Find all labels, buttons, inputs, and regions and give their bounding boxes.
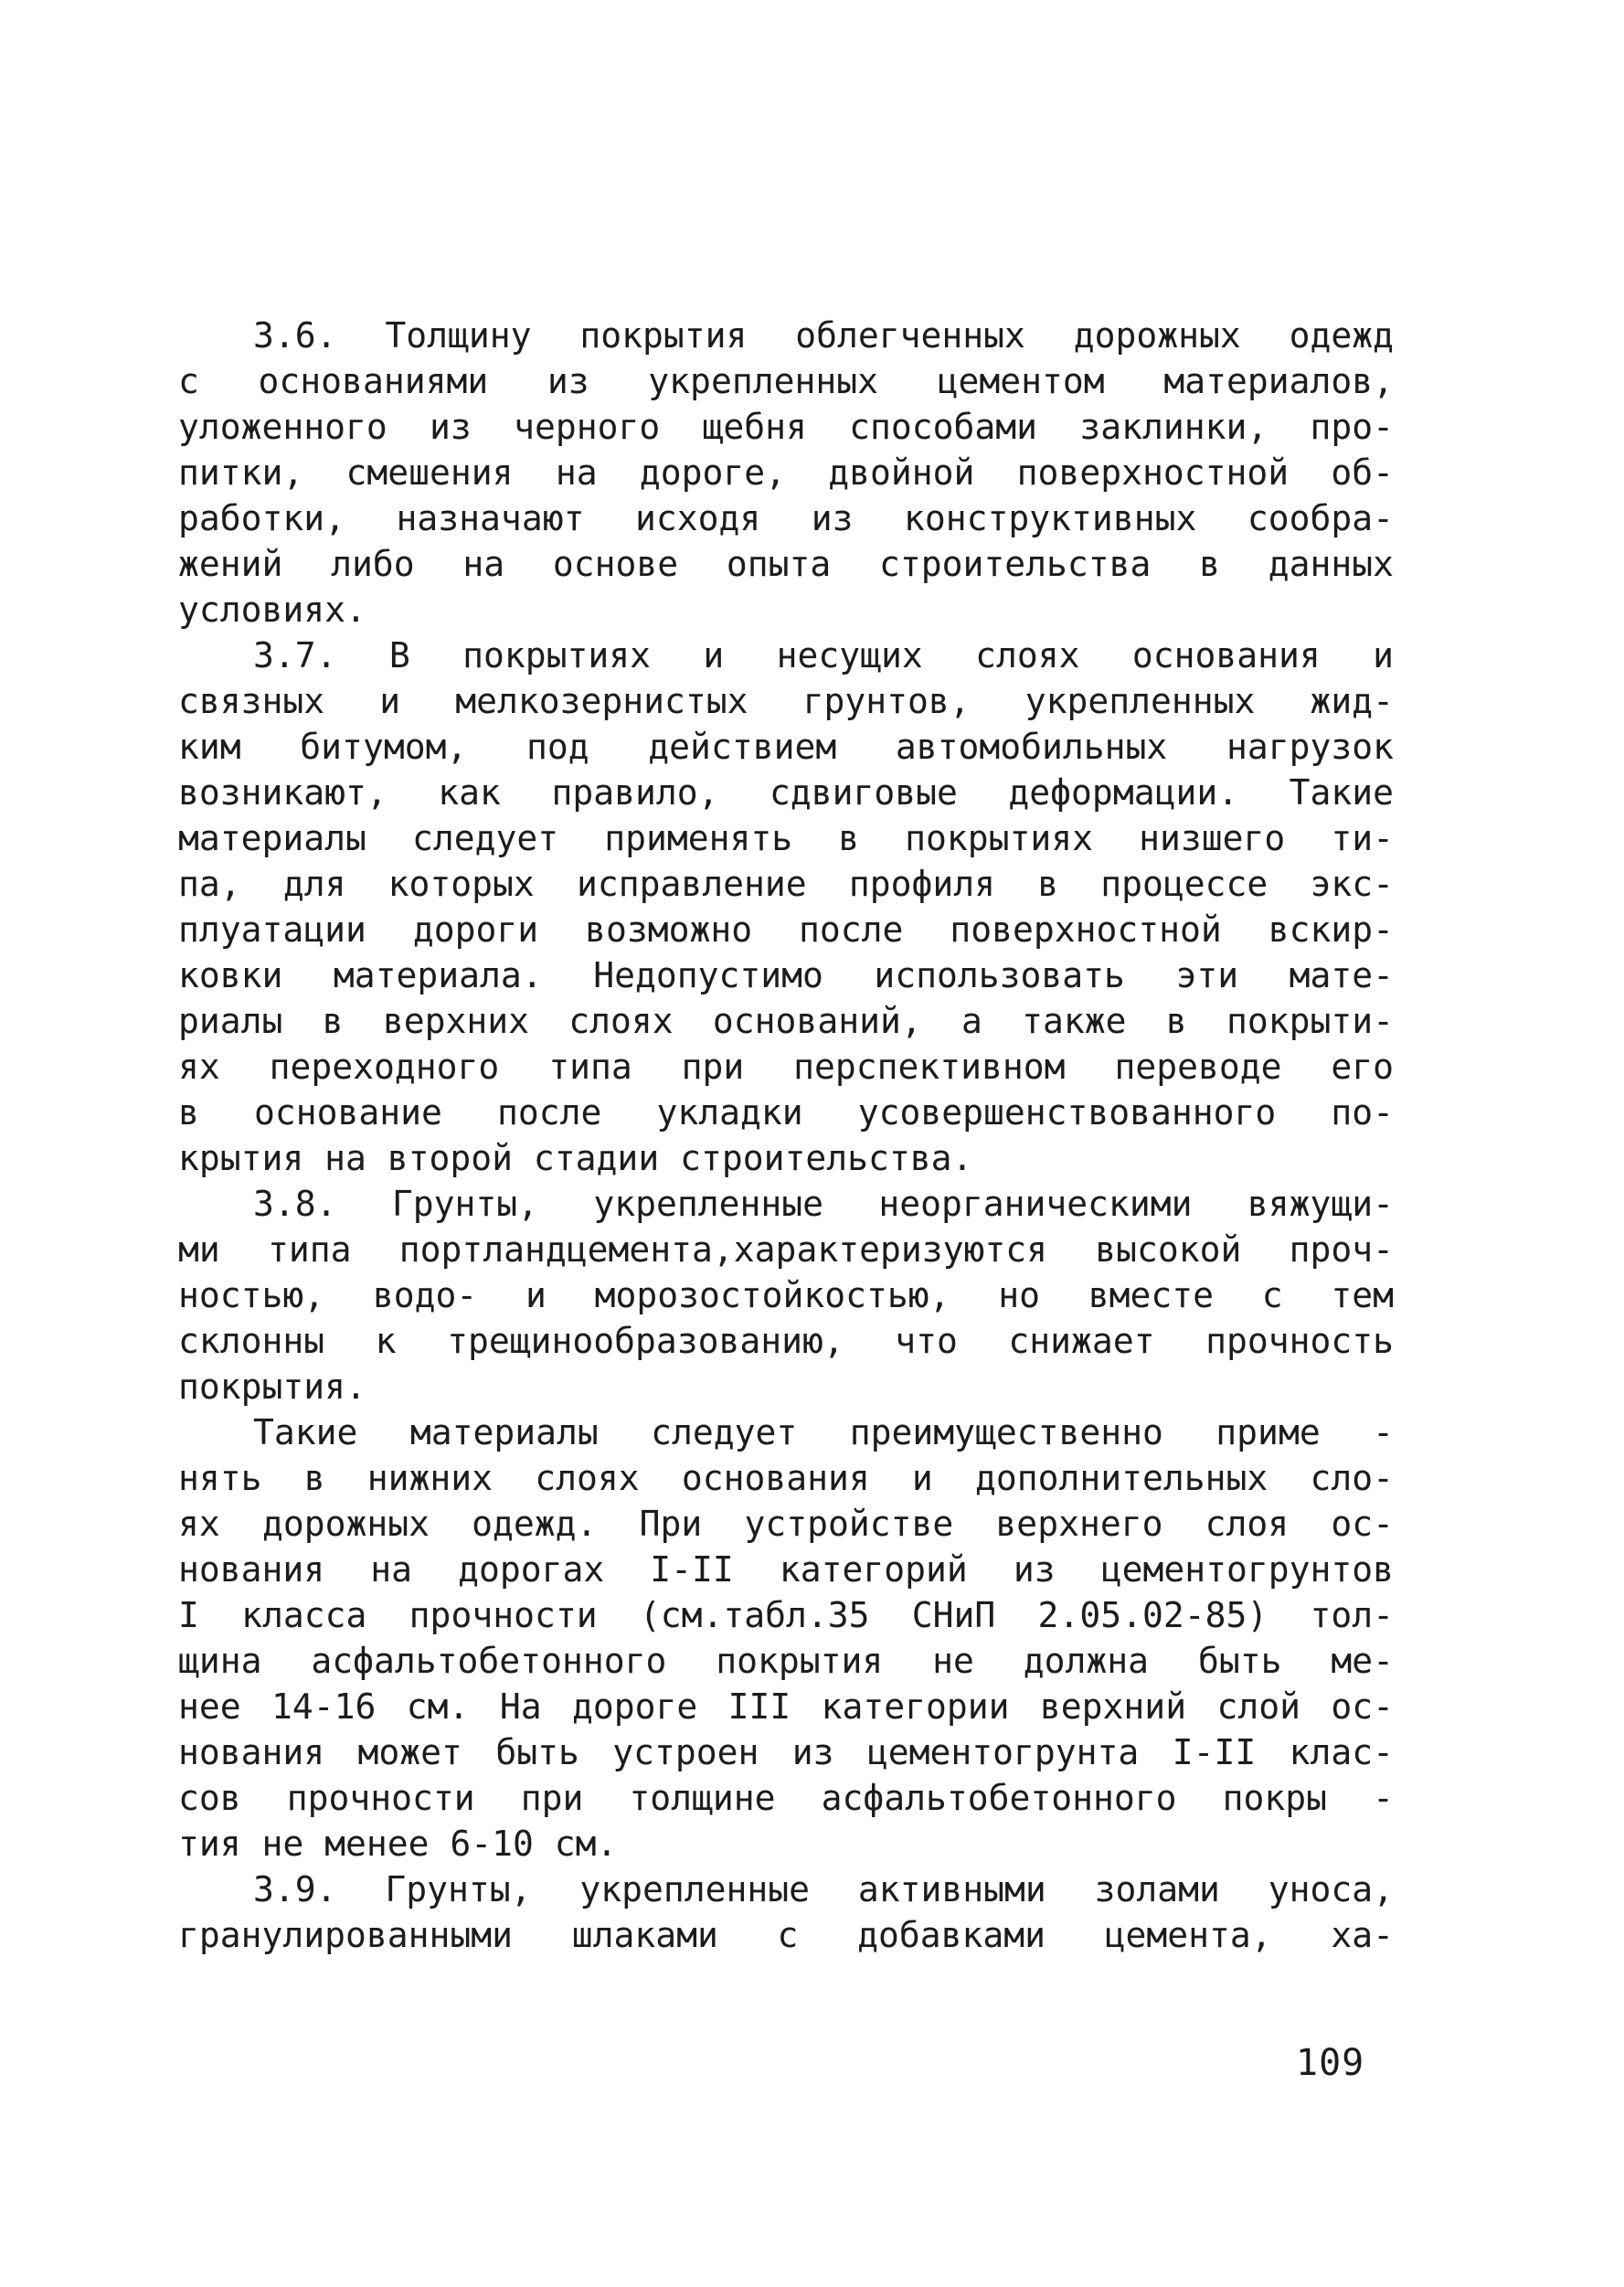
- text-line: крытия на второй стадии строительства.: [178, 1138, 973, 1178]
- text-line: плуатации дороги возможно после поверхностной вскир-: [178, 909, 1394, 950]
- text-line: ми типа портландцемента,характеризуются высокой проч-: [178, 1229, 1394, 1270]
- text-line: риалы в верхних слоях оснований, а также в покрыти-: [178, 1001, 1394, 1041]
- text-line: жений либо на основе опыта строительства в данных: [178, 544, 1394, 584]
- text-line: условиях.: [178, 590, 366, 630]
- text-line: возникают, как правило, сдвиговые деформации. Такие: [178, 772, 1394, 813]
- text-line: питки, смешения на дороге, двойной поверхностной об-: [178, 452, 1394, 493]
- text-line: щина асфальтобетонного покрытия не должна быть ме-: [178, 1641, 1394, 1681]
- text-line: нять в нижних слоях основания и дополнительных сло-: [178, 1458, 1394, 1498]
- text-line: работки, назначают исходя из конструктивных сообра-: [178, 498, 1394, 538]
- body-text: [178, 313, 1394, 1958]
- paragraph-3-7: [178, 633, 1394, 1181]
- text-line: 3.9. Грунты, укрепленные активными золами уноса,: [253, 1869, 1394, 1909]
- text-line: гранулированными шлаками с добавками цемента, ха-: [178, 1915, 1394, 1955]
- text-line: сов прочности при толщине асфальтобетонного покры -: [178, 1778, 1394, 1818]
- paragraph-3-8: [178, 1181, 1394, 1409]
- text-line: I класса прочности (см.табл.35 СНиП 2.05.02-85) тол-: [178, 1595, 1394, 1635]
- text-line: в основание после укладки усовершенствованного по-: [178, 1092, 1394, 1133]
- text-line: с основаниями из укрепленных цементом материалов,: [178, 361, 1394, 401]
- paragraph-3-9: [178, 1867, 1394, 1958]
- text-line: ях переходного типа при перспективном переводе его: [178, 1047, 1394, 1087]
- text-line: нования может быть устроен из цементогрунта I-II клас-: [178, 1732, 1394, 1772]
- text-line: 3.8. Грунты, укрепленные неорганическими вяжущи-: [253, 1184, 1394, 1224]
- text-line: связных и мелкозернистых грунтов, укрепленных жид-: [178, 681, 1394, 721]
- text-line: 3.7. В покрытиях и несущих слоях основания и: [253, 635, 1394, 675]
- text-line: па, для которых исправление профиля в процессе экс-: [178, 864, 1394, 904]
- text-line: покрытия.: [178, 1367, 366, 1407]
- text-line: ностью, водо- и морозостойкостью, но вместе с тем: [178, 1275, 1394, 1315]
- text-line: ким битумом, под действием автомобильных нагрузок: [178, 727, 1394, 767]
- text-line: ковки материала. Недопустимо использовать эти мате-: [178, 955, 1394, 995]
- text-line: 3.6. Толщину покрытия облегченных дорожных одежд: [253, 315, 1394, 356]
- text-line: материалы следует применять в покрытиях низшего ти-: [178, 818, 1394, 858]
- paragraph-3-6: [178, 313, 1394, 633]
- text-line: тия не менее 6-10 см.: [178, 1824, 618, 1864]
- text-line: уложенного из черного щебня способами заклинки, про-: [178, 407, 1394, 447]
- text-line: нования на дорогах I-II категорий из цементогрунтов: [178, 1549, 1394, 1590]
- text-line: нее 14-16 см. На дороге III категории верхний слой ос-: [178, 1686, 1394, 1727]
- text-line: Такие материалы следует преимущественно приме -: [253, 1412, 1394, 1452]
- page-number: 109: [1296, 2042, 1365, 2084]
- paragraph-3-8-continued: [178, 1409, 1394, 1867]
- text-line: ях дорожных одежд. При устройстве верхнего слоя ос-: [178, 1504, 1394, 1544]
- text-line: склонны к трещинообразованию, что снижает прочность: [178, 1321, 1394, 1361]
